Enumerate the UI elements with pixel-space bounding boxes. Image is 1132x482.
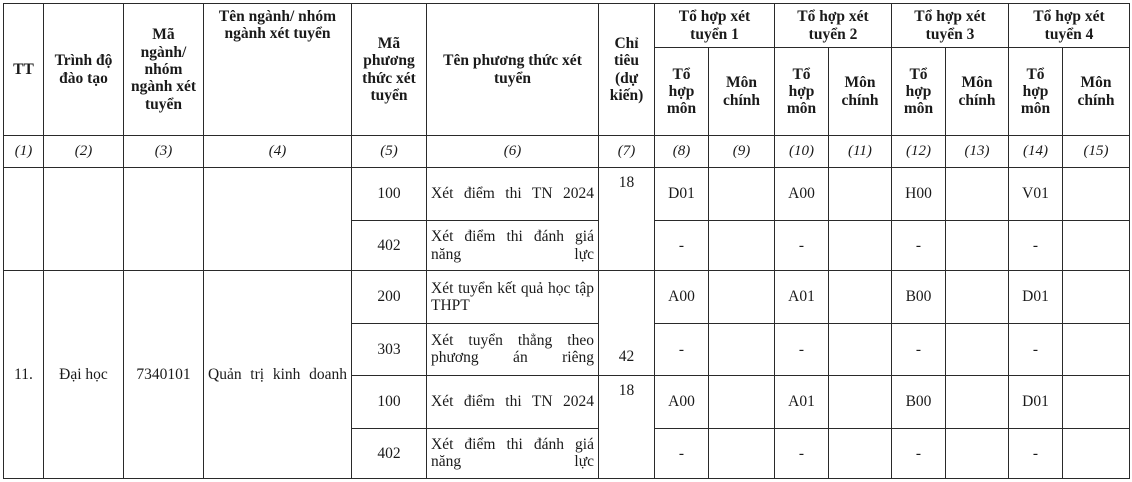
- ten-pt-cell: Xét điểm thi đánh giá năng lực: [427, 220, 599, 270]
- header-to-hop-2: Tổ hợp xét tuyển 2: [775, 4, 892, 48]
- index-cell: (2): [44, 136, 124, 168]
- index-cell: (3): [124, 136, 204, 168]
- mon-chinh-1-cell: [709, 376, 775, 428]
- ma-nganh-cell: 7340101: [124, 271, 204, 479]
- to-hop-2-cell: -: [775, 428, 829, 478]
- column-index-row: [4, 136, 1130, 168]
- to-hop-4-cell: -: [1009, 220, 1063, 270]
- index-cell: (7): [599, 136, 655, 168]
- header-mon-chinh-4: Môn chính: [1063, 48, 1130, 136]
- tt-cell: 11.: [4, 271, 44, 479]
- ma-pt-cell: 100: [352, 168, 427, 220]
- header-mon-chinh-3: Môn chính: [946, 48, 1009, 136]
- header-tt: TT: [4, 4, 44, 136]
- to-hop-1-cell: -: [655, 428, 709, 478]
- to-hop-3-cell: -: [892, 220, 946, 270]
- to-hop-4-cell: -: [1009, 428, 1063, 478]
- to-hop-1-cell: A00: [655, 376, 709, 428]
- ma-nganh-cell: [124, 168, 204, 271]
- header-ten-phuong-thuc: Tên phương thức xét tuyển: [427, 4, 599, 136]
- to-hop-3-cell: B00: [892, 376, 946, 428]
- header-to-hop-mon-1: Tổ hợp môn: [655, 48, 709, 136]
- mon-chinh-4-cell: [1063, 220, 1130, 270]
- mon-chinh-4-cell: [1063, 376, 1130, 428]
- ma-pt-cell: 200: [352, 271, 427, 323]
- mon-chinh-4-cell: [1063, 428, 1130, 478]
- header-ma-phuong-thuc: Mã phương thức xét tuyển: [352, 4, 427, 136]
- ten-pt-cell: Xét tuyển thẳng theo phương án riêng: [427, 323, 599, 375]
- mon-chinh-3-cell: [946, 168, 1009, 220]
- ten-pt-cell: Xét tuyển kết quả học tập THPT: [427, 271, 599, 323]
- ma-pt-cell: 100: [352, 376, 427, 428]
- to-hop-2-cell: A00: [775, 168, 829, 220]
- mon-chinh-1-cell: [709, 168, 775, 220]
- header-to-hop-mon-3: Tổ hợp môn: [892, 48, 946, 136]
- mon-chinh-3-cell: [946, 428, 1009, 478]
- to-hop-1-cell: A00: [655, 271, 709, 323]
- index-cell: (1): [4, 136, 44, 168]
- ma-pt-cell: 402: [352, 220, 427, 270]
- header-to-hop-mon-4: Tổ hợp môn: [1009, 48, 1063, 136]
- header-mon-chinh-2: Môn chính: [829, 48, 892, 136]
- mon-chinh-4-cell: [1063, 323, 1130, 375]
- table-row: [4, 271, 1130, 323]
- to-hop-1-cell: -: [655, 323, 709, 375]
- mon-chinh-3-cell: [946, 323, 1009, 375]
- index-cell: (11): [829, 136, 892, 168]
- index-cell: (5): [352, 136, 427, 168]
- header-to-hop-3: Tổ hợp xét tuyển 3: [892, 4, 1009, 48]
- mon-chinh-4-cell: [1063, 168, 1130, 220]
- to-hop-3-cell: H00: [892, 168, 946, 220]
- index-cell: (4): [204, 136, 352, 168]
- mon-chinh-2-cell: [829, 220, 892, 270]
- to-hop-4-cell: -: [1009, 323, 1063, 375]
- to-hop-2-cell: A01: [775, 376, 829, 428]
- header-trinh-do: Trình độ đào tạo: [44, 4, 124, 136]
- ten-pt-cell: Xét điểm thi đánh giá năng lực: [427, 428, 599, 478]
- mon-chinh-1-cell: [709, 271, 775, 323]
- admission-table: [3, 3, 1130, 479]
- index-cell: (9): [709, 136, 775, 168]
- mon-chinh-1-cell: [709, 428, 775, 478]
- ten-nganh-cell: Quản trị kinh doanh: [204, 271, 352, 479]
- ten-pt-cell: Xét điểm thi TN 2024: [427, 376, 599, 428]
- mon-chinh-2-cell: [829, 168, 892, 220]
- to-hop-4-cell: D01: [1009, 376, 1063, 428]
- to-hop-4-cell: V01: [1009, 168, 1063, 220]
- ma-pt-cell: 303: [352, 323, 427, 375]
- index-cell: (15): [1063, 136, 1130, 168]
- index-cell: (12): [892, 136, 946, 168]
- trinh-do-cell: Đại học: [44, 271, 124, 479]
- to-hop-2-cell: -: [775, 323, 829, 375]
- table-row: [4, 168, 1130, 220]
- mon-chinh-4-cell: [1063, 271, 1130, 323]
- to-hop-3-cell: B00: [892, 271, 946, 323]
- ma-pt-cell: 402: [352, 428, 427, 478]
- mon-chinh-2-cell: [829, 376, 892, 428]
- chi-tieu-cell: 18: [599, 376, 655, 479]
- to-hop-4-cell: D01: [1009, 271, 1063, 323]
- header-ten-nganh: Tên ngành/ nhóm ngành xét tuyển: [204, 4, 352, 136]
- header-to-hop-4: Tổ hợp xét tuyển 4: [1009, 4, 1130, 48]
- to-hop-1-cell: D01: [655, 168, 709, 220]
- mon-chinh-2-cell: [829, 323, 892, 375]
- chi-tieu-cell: 18: [599, 168, 655, 271]
- trinh-do-cell: [44, 168, 124, 271]
- mon-chinh-3-cell: [946, 220, 1009, 270]
- mon-chinh-2-cell: [829, 428, 892, 478]
- header-to-hop-1: Tổ hợp xét tuyển 1: [655, 4, 775, 48]
- header-mon-chinh-1: Môn chính: [709, 48, 775, 136]
- to-hop-3-cell: -: [892, 323, 946, 375]
- header-to-hop-mon-2: Tổ hợp môn: [775, 48, 829, 136]
- to-hop-3-cell: -: [892, 428, 946, 478]
- mon-chinh-3-cell: [946, 271, 1009, 323]
- to-hop-2-cell: A01: [775, 271, 829, 323]
- mon-chinh-1-cell: [709, 220, 775, 270]
- ten-pt-cell: Xét điểm thi TN 2024: [427, 168, 599, 220]
- header-chi-tieu: Chỉ tiêu (dự kiến): [599, 4, 655, 136]
- ten-nganh-cell: [204, 168, 352, 271]
- index-cell: (10): [775, 136, 829, 168]
- index-cell: (6): [427, 136, 599, 168]
- chi-tieu-cell: 42: [599, 271, 655, 376]
- mon-chinh-3-cell: [946, 376, 1009, 428]
- index-cell: (13): [946, 136, 1009, 168]
- mon-chinh-1-cell: [709, 323, 775, 375]
- to-hop-1-cell: -: [655, 220, 709, 270]
- mon-chinh-2-cell: [829, 271, 892, 323]
- header-ma-nganh: Mã ngành/ nhóm ngành xét tuyển: [124, 4, 204, 136]
- index-cell: (14): [1009, 136, 1063, 168]
- tt-cell: [4, 168, 44, 271]
- index-cell: (8): [655, 136, 709, 168]
- to-hop-2-cell: -: [775, 220, 829, 270]
